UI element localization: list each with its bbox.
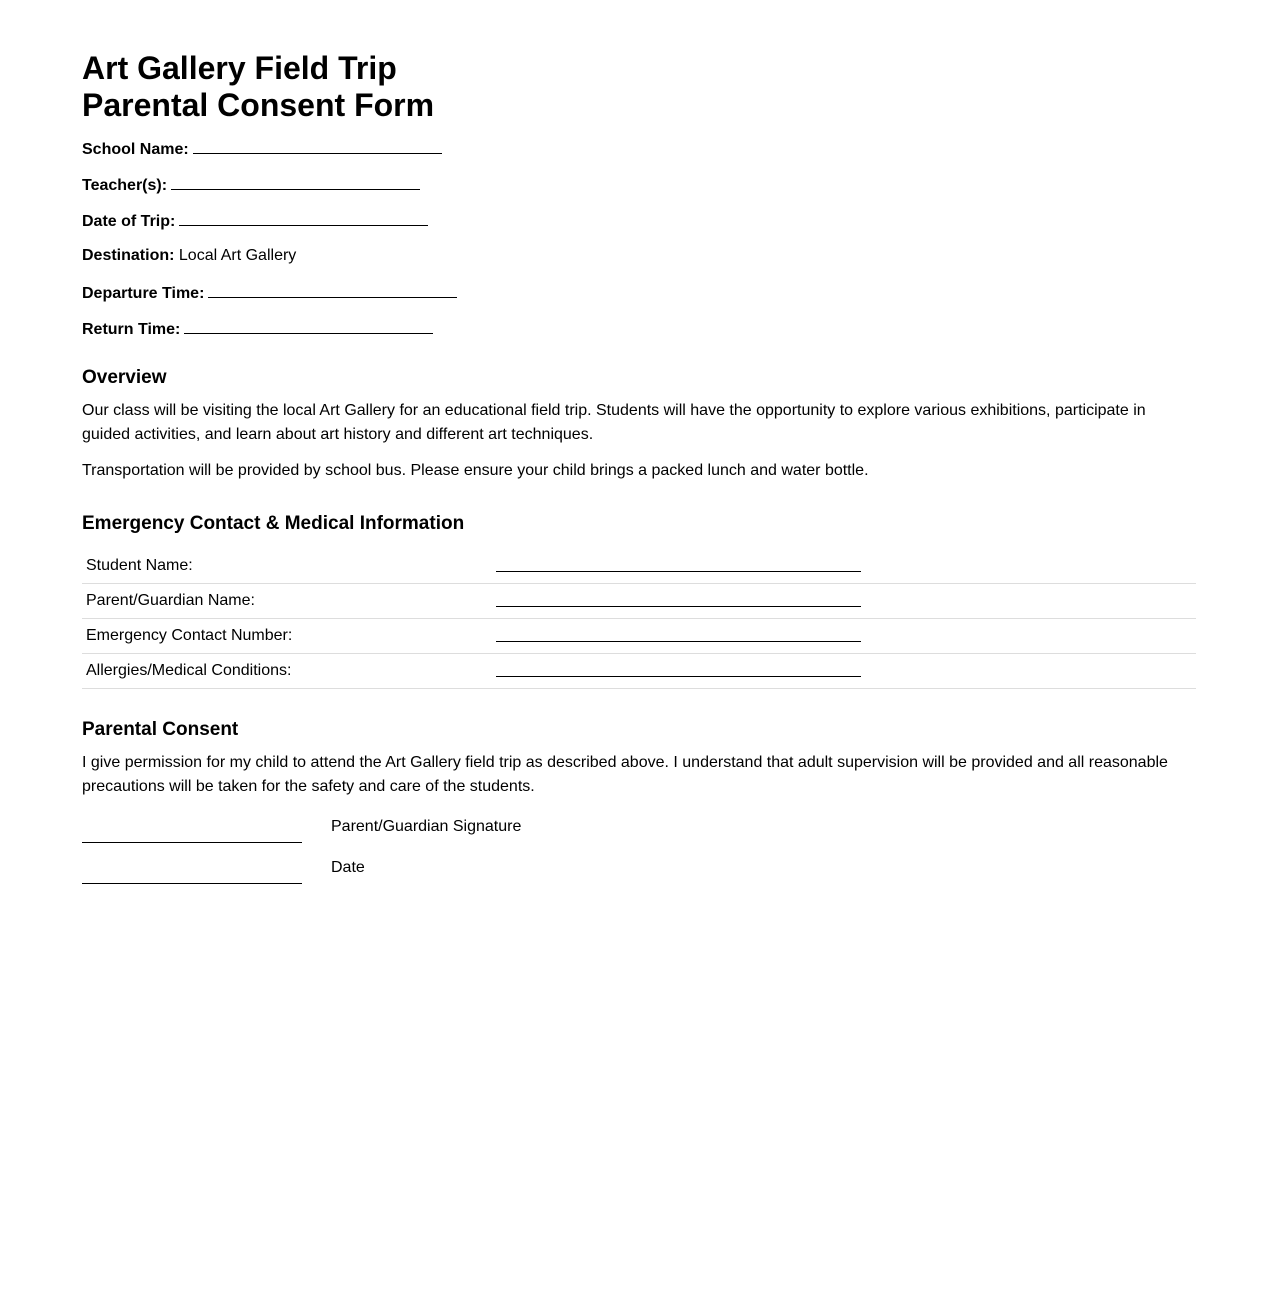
- date-of-trip-field[interactable]: [82, 211, 1196, 247]
- emergency-table: [82, 549, 1196, 689]
- field-label: School Name:: [82, 141, 189, 158]
- row-input[interactable]: [492, 584, 1196, 619]
- teachers-field[interactable]: [82, 175, 1196, 211]
- date-line[interactable]: [82, 882, 302, 884]
- departure-time-field[interactable]: [82, 283, 1196, 319]
- signature-line[interactable]: [82, 841, 302, 843]
- field-label: Destination:: [82, 247, 175, 264]
- blank-line[interactable]: [193, 139, 442, 154]
- field-label: Teacher(s):: [82, 177, 168, 194]
- blank-line[interactable]: [496, 555, 861, 572]
- overview-paragraph-1: Our class will be visiting the local Art Gallery for an educational field trip. Students will have the opportunity to explore various exhibitions, participate in guided activities, and learn about art history and different art techniques.: [82, 402, 1146, 443]
- field-label: Date of Trip:: [82, 213, 176, 230]
- blank-line[interactable]: [179, 211, 428, 226]
- blank-line[interactable]: [184, 319, 433, 334]
- consent-text: I give permission for my child to attend the Art Gallery field trip as described above. I understand that adult supervision will be provided and all reasonable precautions will be taken for the safety and care of the students.: [82, 754, 1168, 795]
- row-input[interactable]: [492, 619, 1196, 654]
- blank-line[interactable]: [496, 625, 861, 642]
- emergency-heading: Emergency Contact & Medical Information: [82, 513, 465, 534]
- table-row: [82, 619, 1196, 654]
- form-content: [82, 50, 1196, 881]
- row-label: Parent/Guardian Name:: [82, 584, 492, 619]
- blank-line[interactable]: [208, 283, 457, 298]
- title-line-1: Art Gallery Field Trip: [82, 50, 397, 86]
- signature-row: [82, 799, 1196, 840]
- overview-heading: Overview: [82, 367, 167, 388]
- consent-heading: Parental Consent: [82, 719, 239, 740]
- field-label: Departure Time:: [82, 285, 205, 302]
- row-label: Student Name:: [82, 549, 492, 584]
- blank-line[interactable]: [496, 590, 861, 607]
- row-input[interactable]: [492, 654, 1196, 689]
- date-label: Date: [331, 859, 365, 876]
- row-input[interactable]: [492, 549, 1196, 584]
- school-name-field[interactable]: [82, 139, 1196, 175]
- destination-field: [82, 247, 1196, 283]
- table-row: [82, 654, 1196, 689]
- table-row: [82, 584, 1196, 619]
- signature-label: Parent/Guardian Signature: [331, 818, 522, 835]
- destination-value: Local Art Gallery: [178, 247, 297, 264]
- title-line-2: Parental Consent Form: [82, 87, 435, 123]
- overview-paragraph-2: Transportation will be provided by school bus. Please ensure your child brings a packed lunch and water bottle.: [82, 462, 869, 479]
- row-label: Emergency Contact Number:: [82, 619, 492, 654]
- return-time-field[interactable]: [82, 319, 1196, 355]
- table-row: [82, 549, 1196, 584]
- field-label: Return Time:: [82, 321, 181, 338]
- page-title: [82, 50, 1196, 124]
- row-label: Allergies/Medical Conditions:: [82, 654, 492, 689]
- blank-line[interactable]: [171, 175, 420, 190]
- date-row: [82, 840, 1196, 881]
- blank-line[interactable]: [496, 660, 861, 677]
